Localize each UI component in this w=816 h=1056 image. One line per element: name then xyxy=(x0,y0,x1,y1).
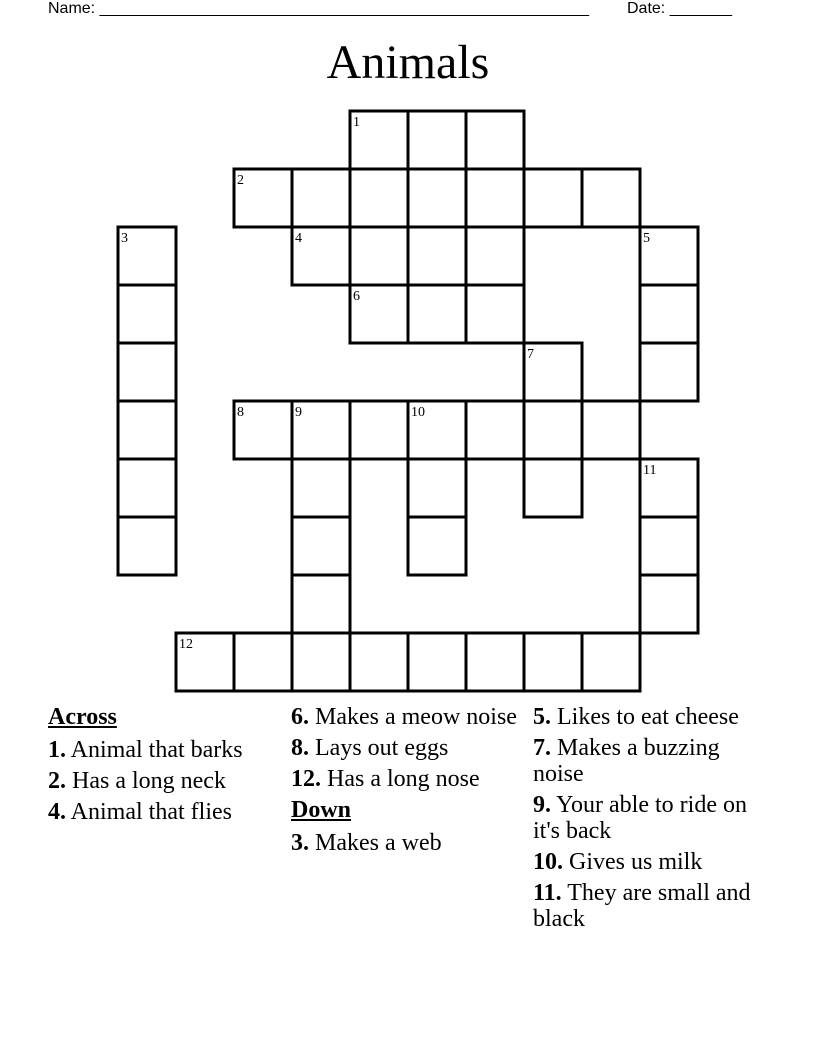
cell-number: 4 xyxy=(295,231,302,246)
clue-number: 5. xyxy=(533,704,551,730)
clue-item xyxy=(291,830,526,856)
clue-number: 11. xyxy=(533,880,562,906)
cell-number: 9 xyxy=(295,405,302,420)
clue-text: Animal that flies xyxy=(66,799,232,825)
grid-cell[interactable] xyxy=(524,401,582,459)
grid-cell[interactable] xyxy=(292,517,350,575)
grid-cell[interactable] xyxy=(640,285,698,343)
clue-item xyxy=(533,849,768,875)
grid-cell[interactable] xyxy=(118,517,176,575)
down-heading: Down xyxy=(291,797,352,823)
grid-cell[interactable] xyxy=(640,575,698,633)
clue-text: Has a long neck xyxy=(66,768,226,794)
clue-list-2-down xyxy=(291,830,526,856)
grid-cell[interactable] xyxy=(408,517,466,575)
cell-number: 10 xyxy=(411,405,425,420)
grid-cell[interactable] xyxy=(350,169,408,227)
grid-cell[interactable] xyxy=(408,111,466,169)
cell-number: 12 xyxy=(179,637,193,652)
grid-cell[interactable] xyxy=(234,633,292,691)
grid-cell[interactable] xyxy=(118,459,176,517)
clue-item xyxy=(48,737,283,763)
clue-number: 9. xyxy=(533,792,551,818)
clue-column-3 xyxy=(533,704,768,937)
clue-item xyxy=(533,792,768,844)
clue-item xyxy=(533,880,768,932)
grid-cell[interactable] xyxy=(408,633,466,691)
cell-number: 11 xyxy=(643,463,657,478)
across-heading: Across xyxy=(48,704,117,730)
clue-item xyxy=(533,704,768,730)
grid-cell[interactable] xyxy=(118,285,176,343)
grid-cell[interactable] xyxy=(350,227,408,285)
clue-text: Has a long nose xyxy=(321,766,480,792)
clue-number: 10. xyxy=(533,849,563,875)
clue-text: Makes a meow noise xyxy=(309,704,517,730)
clue-text: They are small and black xyxy=(533,880,751,932)
grid-cell[interactable] xyxy=(350,633,408,691)
clue-number: 3. xyxy=(291,830,309,856)
grid-cell[interactable] xyxy=(640,343,698,401)
grid-cell[interactable] xyxy=(640,517,698,575)
grid-cell[interactable] xyxy=(582,169,640,227)
clue-text: Your able to ride on it's back xyxy=(533,792,747,844)
clue-number: 12. xyxy=(291,766,321,792)
name-field[interactable]: Name: _______________________________________________________ xyxy=(48,0,589,17)
grid-cell[interactable] xyxy=(466,169,524,227)
clue-text: Lays out eggs xyxy=(309,735,449,761)
grid-cell[interactable] xyxy=(524,633,582,691)
clue-list-2-across xyxy=(291,704,526,792)
grid-cell[interactable] xyxy=(466,633,524,691)
grid-cell[interactable] xyxy=(524,459,582,517)
grid-cell[interactable] xyxy=(292,169,350,227)
clue-text: Makes a web xyxy=(309,830,442,856)
clue-number: 7. xyxy=(533,735,551,761)
grid-cell[interactable] xyxy=(408,227,466,285)
grid-cell[interactable] xyxy=(408,285,466,343)
grid-cell[interactable] xyxy=(292,633,350,691)
clue-text: Makes a buzzing noise xyxy=(533,735,720,787)
grid-cell[interactable] xyxy=(582,633,640,691)
clue-list-3 xyxy=(533,704,768,932)
grid-cell[interactable] xyxy=(466,227,524,285)
cell-number: 1 xyxy=(353,115,360,130)
clue-text: Animal that barks xyxy=(66,737,243,763)
cell-number: 6 xyxy=(353,289,360,304)
grid-cell[interactable] xyxy=(292,575,350,633)
grid-cell[interactable] xyxy=(292,459,350,517)
clue-number: 2. xyxy=(48,768,66,794)
clue-text: Gives us milk xyxy=(563,849,703,875)
grid-cell[interactable] xyxy=(466,285,524,343)
grid-cell[interactable] xyxy=(466,111,524,169)
cell-number: 2 xyxy=(237,173,244,188)
clue-list-1 xyxy=(48,737,283,825)
grid-cell[interactable] xyxy=(408,169,466,227)
grid-cell[interactable] xyxy=(118,343,176,401)
clue-number: 4. xyxy=(48,799,66,825)
clue-item xyxy=(291,704,526,730)
clue-number: 1. xyxy=(48,737,66,763)
date-field[interactable]: Date: _______ xyxy=(627,0,732,17)
cell-number: 7 xyxy=(527,347,534,362)
cell-number: 5 xyxy=(643,231,650,246)
clue-number: 6. xyxy=(291,704,309,730)
grid-cell[interactable] xyxy=(408,459,466,517)
cell-number: 3 xyxy=(121,231,128,246)
clue-text: Likes to eat cheese xyxy=(551,704,739,730)
cell-number: 8 xyxy=(237,405,244,420)
grid-cell[interactable] xyxy=(350,401,408,459)
clue-item xyxy=(48,768,283,794)
clue-item xyxy=(48,799,283,825)
clue-column-2 xyxy=(291,704,526,861)
puzzle-title: Animals xyxy=(326,36,490,89)
clue-item xyxy=(291,766,526,792)
clue-item xyxy=(291,735,526,761)
clue-column-1 xyxy=(48,704,283,830)
grid-cell[interactable] xyxy=(466,401,524,459)
grid-cell[interactable] xyxy=(118,401,176,459)
clue-item xyxy=(533,735,768,787)
grid-cell[interactable] xyxy=(524,169,582,227)
clue-number: 8. xyxy=(291,735,309,761)
grid-cell[interactable] xyxy=(582,401,640,459)
